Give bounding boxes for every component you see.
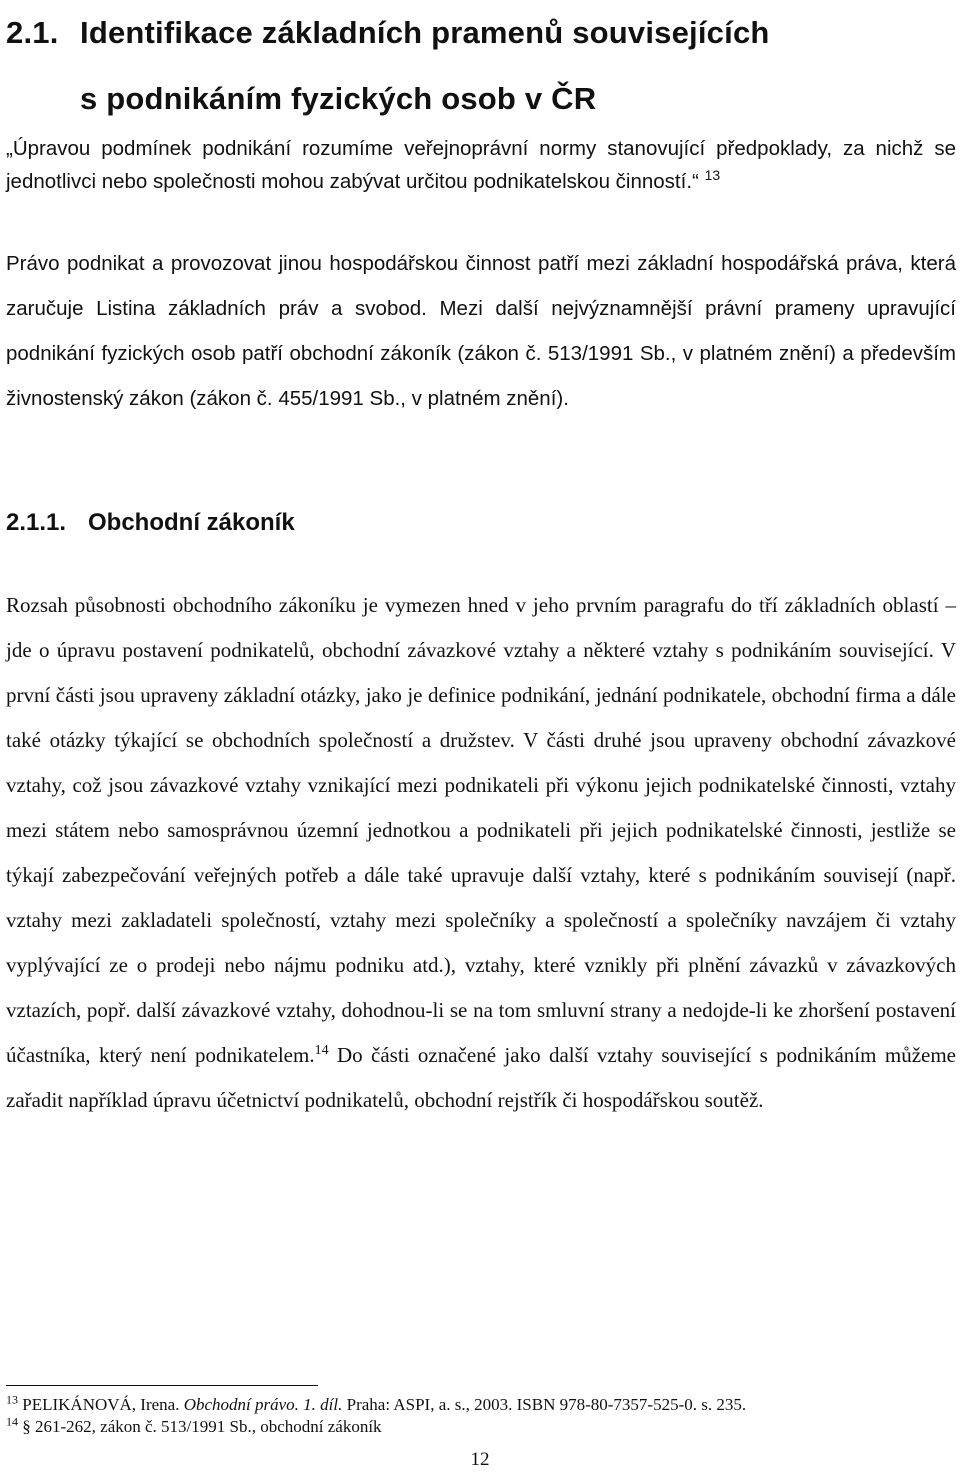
section-number: 2.1.1. [6,509,67,536]
page-title [6,0,956,132]
legal-sources-sentence-1: Právo podnikat a provozovat jinou hospodářskou činnost patří mezi základní hospodářská práva, která zaručuje Listina základních práv a svobod. [6,252,956,320]
heading-line-2: s podnikáním fyzických osob v ČR [80,81,597,116]
footnote-ref-14[interactable]: 14 [314,1043,329,1058]
commercial-code-text-part-1: Rozsah působnosti obchodního zákoníku je vymezen hned v jeho prvním paragrafu do tří základních oblastí – jde o úpravu postavení podnikatelů, obchodní závazkové vztahy a některé vztahy s podnikáním související. V první části jsou upraveny základní otázky, jako je definice podnikání, jednání podnikatele, obchodní firma a dále také otázky týkající se obchodních společností a družstev. V části druhé jsou upraveny obchodní závazkové vztahy, což jsou závazkové vztahy vznikající mezi podnikateli při výkonu jejich podnikatelské činnosti, vztahy mezi státem nebo samosprávnou územní jednotkou a podnikateli při jejich podnikatelské činnosti, jestliže se týkají zabezpečování veřejných potřeb a dále také upravuje další vztahy, které s podnikáním souvisejí (např. vztahy mezi zakladateli společností, vztahy mezi společníky a společností a společníky navzájem či vztahy vyplývající ze o prodeji nebo nájmu podniku atd.), vztahy, které vznikly při plnění závazků v závazkových vztazích, popř. další závazkové vztahy, dohodnou-li se na tom smluvní strany a nedojde-li ke zhoršení postavení účastníka, který není podnikatelem. [6,593,956,1067]
footnote-divider [6,1385,318,1386]
legal-sources-paragraph [6,241,956,421]
footnote-14 [6,1416,956,1438]
page-number: 12 [470,1449,490,1470]
heading-number: 2.1. [6,15,59,50]
footnote-number: 14 [6,1414,18,1429]
section-heading [6,503,295,543]
footnote-author: PELIKÁNOVÁ, Irena. [22,1395,180,1414]
commercial-code-text-part-2: Do části označené jako další vztahy související s podnikáním můžeme zařadit například úpravu účetnictví podnikatelů, obchodní rejstřík či hospodářskou soutěž. [6,1043,956,1112]
heading-line-1: Identifikace základních pramenů souvisejících [80,15,770,50]
commercial-code-paragraph [6,583,956,1123]
footnote-13 [6,1394,956,1416]
footnote-title: Obchodní právo. 1. díl. [183,1395,343,1414]
footnote-ref-13[interactable]: 13 [704,167,721,184]
intro-quote-text: „Úpravou podmínek podnikání rozumíme veřejnoprávní normy stanovující předpoklady, za nichž se jednotlivci nebo společnosti mohou zabývat určitou podnikatelskou činností.“ [6,137,956,193]
intro-quote-paragraph [6,132,956,198]
section-title: Obchodní zákoník [88,509,295,536]
footnotes [6,1394,956,1438]
footnote-publication: Praha: ASPI, a. s., 2003. ISBN 978-80-7357-525-0. s. 235. [346,1395,747,1414]
footnote-text: § 261-262, zákon č. 513/1991 Sb., obchodní zákoník [22,1417,382,1436]
footnote-number: 13 [6,1392,18,1407]
legal-sources-sentence-2: Mezi další nejvýznamnější právní prameny upravující podnikání fyzických osob patří obchodní zákoník (zákon č. 513/1991 Sb., v platném znění) a především živnostenský zákon (zákon č. 455/1991 Sb., v platném znění). [6,297,956,410]
